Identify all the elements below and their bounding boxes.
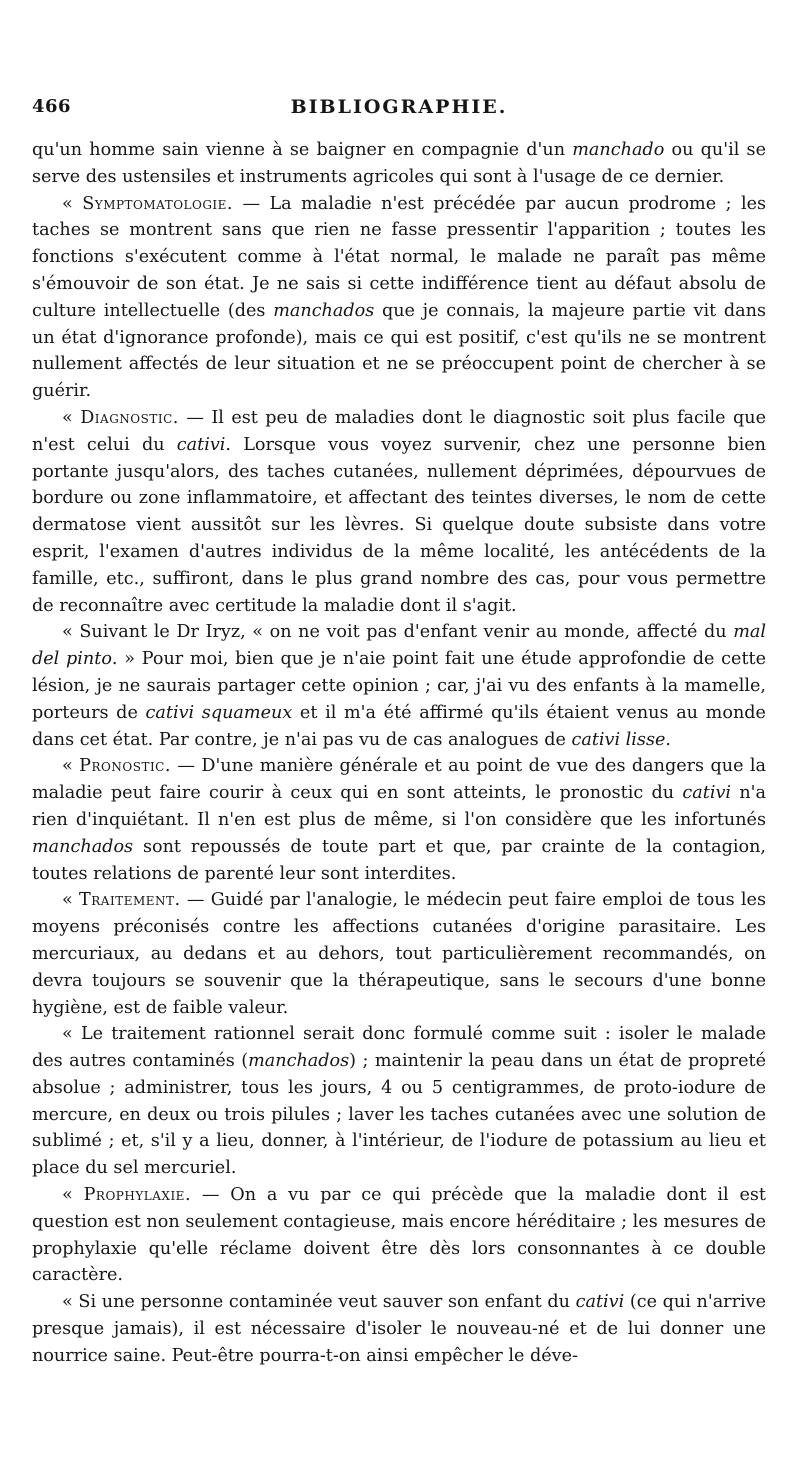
- section-heading: Pronostic.: [79, 756, 171, 777]
- text-run: — Guidé par l'analogie, le médecin peut faire emploi de tous les moyens préconisés contre les affections cutanées d'origine parasitaire. Les mercuriaux, au dedans et au dehors, tout particulièrement recommandés, on devra toujours se souvenir que la thérapeutique, sans le secours d'une bonne hygiène, est de faible valeur.: [32, 890, 766, 1018]
- paragraph: [32, 1289, 766, 1369]
- text-run: . Lorsque vous voyez survenir, chez une personne bien portante jusqu'alors, des taches cutanées, nullement déprimées, dépourvues de bordure ou zone inflammatoire, et affectant des teintes diverses, le nom de cette dermatose vient aussitôt sur les lèvres. Si quelque doute subsiste dans votre esprit, l'examen d'autres individus de la même localité, les antécédents de la famille, etc., suffiront, dans le plus grand nombre des cas, pour vous permettre de reconnaître avec certitude la maladie dont il s'agit.: [32, 434, 766, 616]
- text-run: «: [62, 193, 83, 214]
- text-run: qu'un homme sain vienne à se baigner en compagnie d'un: [32, 140, 573, 160]
- paragraph: [32, 1021, 766, 1182]
- text-run: «: [62, 756, 80, 777]
- italic-term: cativi: [682, 783, 732, 804]
- body-text: [32, 137, 766, 1370]
- paragraph: [32, 753, 766, 887]
- text-run: ou qu'il se serve des ustensiles et instruments agricoles qui sont à l'usage de ce dernier.: [32, 140, 766, 187]
- text-run: — D'une manière générale et au point de vue des dangers que la maladie peut faire courir à ceux qui en sont atteints, le pronostic du: [32, 756, 766, 804]
- text-run: — La maladie n'est précédée par aucun prodrome ; les taches se montrent sans que rien ne fasse pressentir l'apparition ; toutes les fonctions s'exécutent comme à l'état normal, le malade ne paraît pas même s'émouvoir de son état. Je ne sais si cette indifférence tient au défaut absolu de culture intellectuelle (des: [32, 193, 767, 321]
- italic-term: cativi lisse: [571, 729, 666, 750]
- text-run: « Si une personne contaminée veut sauver son enfant du: [62, 1292, 576, 1313]
- text-run: «: [62, 407, 81, 428]
- italic-term: manchados: [32, 836, 134, 857]
- text-run: n'a rien d'inquiétant. Il n'en est plus de même, si l'on considère que les infortunés: [32, 783, 766, 830]
- text-run: — On a vu par ce qui précède que la maladie dont il est question est non seulement contagieuse, mais encore héréditaire ; les mesures de prophylaxie qu'elle réclame doivent être dès lors consonnantes à ce double caractère.: [32, 1185, 767, 1286]
- text-run: que je connais, la majeure partie vit dans un état d'ignorance profonde), mais ce qui est positif, c'est qu'ils ne se montrent nullement affectés de leur situation et ne se préoccupent point de chercher à se guérir.: [32, 300, 766, 402]
- paragraph: [32, 619, 766, 753]
- italic-term: mal del pinto: [32, 622, 766, 670]
- paragraph: [32, 191, 766, 405]
- paragraph: [32, 137, 766, 191]
- italic-term: manchado: [572, 140, 665, 160]
- running-head: BIBLIOGRAPHIE.: [290, 96, 508, 118]
- paragraph: [32, 405, 766, 619]
- text-run: « Suivant le Dr Iryz, « on ne voit pas d'enfant venir au monde, affecté du: [62, 622, 734, 643]
- italic-term: manchados: [248, 1051, 350, 1072]
- italic-term: cativi: [176, 434, 226, 455]
- page-number: 466: [32, 96, 72, 117]
- page-header: [32, 96, 766, 126]
- text-run: ) ; maintenir la peau dans un état de propreté absolue ; administrer, tous les jours, 4 ou 5 centigrammes, de proto-iodure de mercure, en deux ou trois pilules ; laver les taches cutanées avec une solution de sublimé ; et, s'il y a lieu, donner, à l'intérieur, de l'iodure de potassium au lieu et place du sel mercuriel.: [32, 1051, 766, 1179]
- section-heading: Traitement.: [79, 890, 181, 911]
- text-run: sont repoussés de toute part et que, par crainte de la contagion, toutes relations de parenté leur sont interdites.: [32, 836, 766, 884]
- text-run: et il m'a été affirmé qu'ils étaient venus au monde dans cet état. Par contre, je n'ai pas vu de cas analogues de: [32, 702, 766, 750]
- paragraph: [32, 1182, 766, 1289]
- paragraph: [32, 887, 766, 1021]
- text-run: « Le traitement rationnel serait donc formulé comme suit : isoler le malade des autres contaminés (: [32, 1024, 766, 1072]
- text-run: (ce qui n'arrive presque jamais), il est nécessaire d'isoler le nouveau-né et de lui donner une nourrice saine. Peut-être pourra-t-on ainsi empêcher le déve-: [32, 1292, 766, 1366]
- italic-term: cativi: [575, 1292, 625, 1313]
- section-heading: Symptomatologie.: [82, 193, 234, 214]
- text-run: — Il est peu de maladies dont le diagnostic soit plus facile que n'est celui du: [32, 407, 767, 455]
- italic-term: manchados: [273, 300, 375, 321]
- text-run: .: [665, 729, 672, 750]
- text-run: . » Pour moi, bien que je n'aie point fait une étude approfondie de cette lésion, je ne saurais partager cette opinion ; car, j'ai vu des enfants à la mamelle, porteurs de: [32, 649, 766, 723]
- italic-term: cativi squameux: [145, 702, 293, 723]
- text-run: «: [62, 1185, 84, 1206]
- section-heading: Diagnostic.: [80, 407, 179, 428]
- section-heading: Prophylaxie.: [83, 1185, 192, 1206]
- text-run: «: [62, 890, 80, 911]
